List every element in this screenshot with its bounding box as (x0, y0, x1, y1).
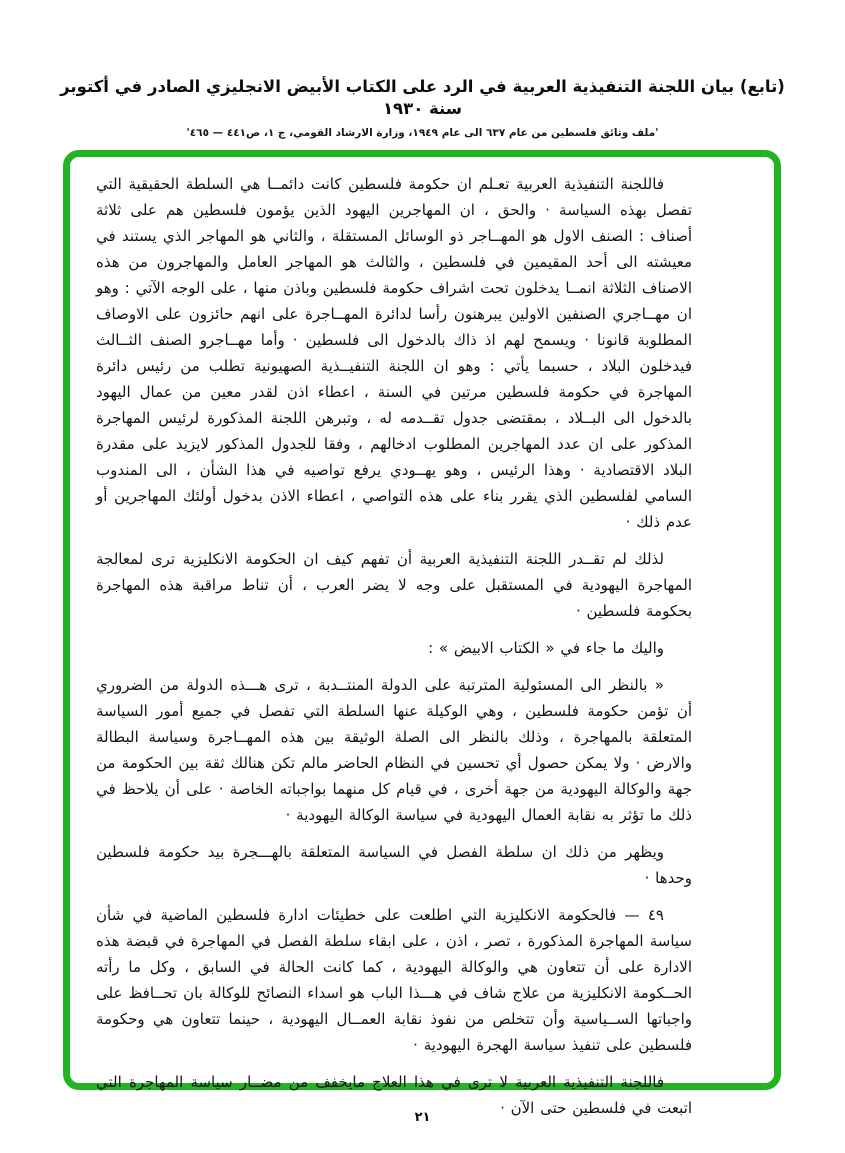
document-body (96, 171, 692, 1117)
page-number: ٢١ (414, 1110, 431, 1125)
body-paragraph-6: ٤٩ — فالحكومة الانكليزية التي اطلعت على خطيئات ادارة فلسطين الماضية في شأن سياسة المهاجرة المذكورة ، تصر ، اذن ، على ابقاء سلطة الفصل في المهاجرة في قبضة هذه الادارة على أن تتعاون هي والوكالة اليهودية ، كما كانت الحالة في السابق ، وكل ما رأته الحــكومة الانكليزية من علاج شاف في هـــذا الباب هو اسداء النصائح للوكالة بان تحــافظ على واجباتها الســياسية وأن تتخلص من نفوذ نقابة العمــال اليهودية ، حينما تتعاون هي وحكومة فلسطين على تنفيذ سياسة الهجرة اليهودية · (96, 906, 692, 1054)
page-header (0, 76, 845, 139)
document-source-citation: 'ملف وثائق فلسطين من عام ٦٣٧ الى عام ١٩٤٩، وزارة الارشاد القومي، ج ١، ص٤٤١ — ٤٦٥' (186, 126, 659, 139)
body-paragraph-3: واليك ما جاء في « الكتاب الابيض » : (428, 639, 664, 657)
body-paragraph-4-quote: « بالنظر الى المسئولية المترتبة على الدولة المنتــدبة ، ترى هـــذه الدولة من الضروري أن تؤمن حكومة فلسطين ، وهي الوكيلة عنها السلطة التي تفصل في جميع أمور السياسة المتعلقة بالمهاجرة ، وذلك بالنظر الى الصلة الوثيقة بين هذه المهــاجرة وسياسة البطالة والارض · ولا يمكن حصول أي تحسين في النظام الحاضر مالم تكن هنالك ثقة بين الحكومة من جهة والوكالة اليهودية من جهة أخرى ، في قيام كل منهما بواجباته الخاصة · على أن يلاحظ في ذلك ما تؤثر به نقابة العمال اليهودية في سياسة الوكالة اليهودية · (96, 676, 692, 824)
body-paragraph-7: فاللجنة التنفيذية العربية لا ترى في هذا العلاج مايخفف من مضــار سياسة المهاجرة التي اتبعت في فلسطين حتى الآن · (96, 1073, 692, 1117)
body-paragraph-2: لذلك لم تقــدر اللجنة التنفيذية العربية أن تفهم كيف ان الحكومة الانكليزية ترى لمعالجة المهاجرة اليهودية في المستقبل على وجه لا يضر العرب ، أن تناط مراقبة هذه المهاجرة بحكومة فلسطين · (96, 550, 692, 620)
body-paragraph-5: ويظهر من ذلك ان سلطة الفصل في السياسة المتعلقة بالهـــجرة بيد حكومة فلسطين وحدها · (96, 843, 692, 887)
green-highlight-frame (63, 150, 781, 1117)
document-title: (تابع) بيان اللجنة التنفيذية العربية في الرد على الكتاب الأبيض الانجليزي الصادر في أكتوبر سنة ١٩٣٠ (60, 77, 785, 119)
body-paragraph-1: فاللجنة التنفيذية العربية تعـلم ان حكومة فلسطين كانت دائمــا هي السلطة الحقيقية التي تفصل بهذه السياسة · والحق ، ان المهاجرين اليهود الذين يؤمون فلسطين هم على ثلاثة أصناف : الصنف الاول هو المهــاجر ذو الوسائل المستقلة ، والثاني هو المهاجر الذي يستند في معيشته الى أحد المقيمين في فلسطين ، والثالث هو المهاجر العامل والمهاجرون من هذه الاصناف الثلاثة انمــا يدخلون تحت اشراف حكومة فلسطين وباذن منها ، على الوجه الآتي : وهو ان مهــاجري الصنفين الاولين يبرهنون رأسا لدائرة المهــاجرة على انهم حائزون على الاوصاف المطلوبة قانونا · ويسمح لهم اذ ذاك بالدخول الى فلسطين · وأما مهــاجرو الصنف الثــالث فيدخلون البلاد ، حسبما يأتي : وهو ان اللجنة التنفيــذية الصهيونية تطلب من رئيس دائرة المهاجرة في حكومة فلسطين مرتين في السنة ، اعطاء اذن لقدر معين من عمال اليهود بالدخول الى البــلاد ، بمقتضى جدول تقــدمه له ، وتبرهن اللجنة المذكورة لرئيس المهاجرة المذكور على ان عدد المهاجرين المطلوب ادخالهم ، وفقا للجدول المذكور لايزيد على مقدرة البلاد الاقتصادية · وهذا الرئيس ، وهو يهــودي يرفع تواصيه في هذا الشأن ، الى المندوب السامي لفلسطين الذي يقرر بناء على هذه التواصي ، اعطاء الاذن بدخول أولئك المهاجرين أو عدم ذلك · (96, 175, 692, 531)
